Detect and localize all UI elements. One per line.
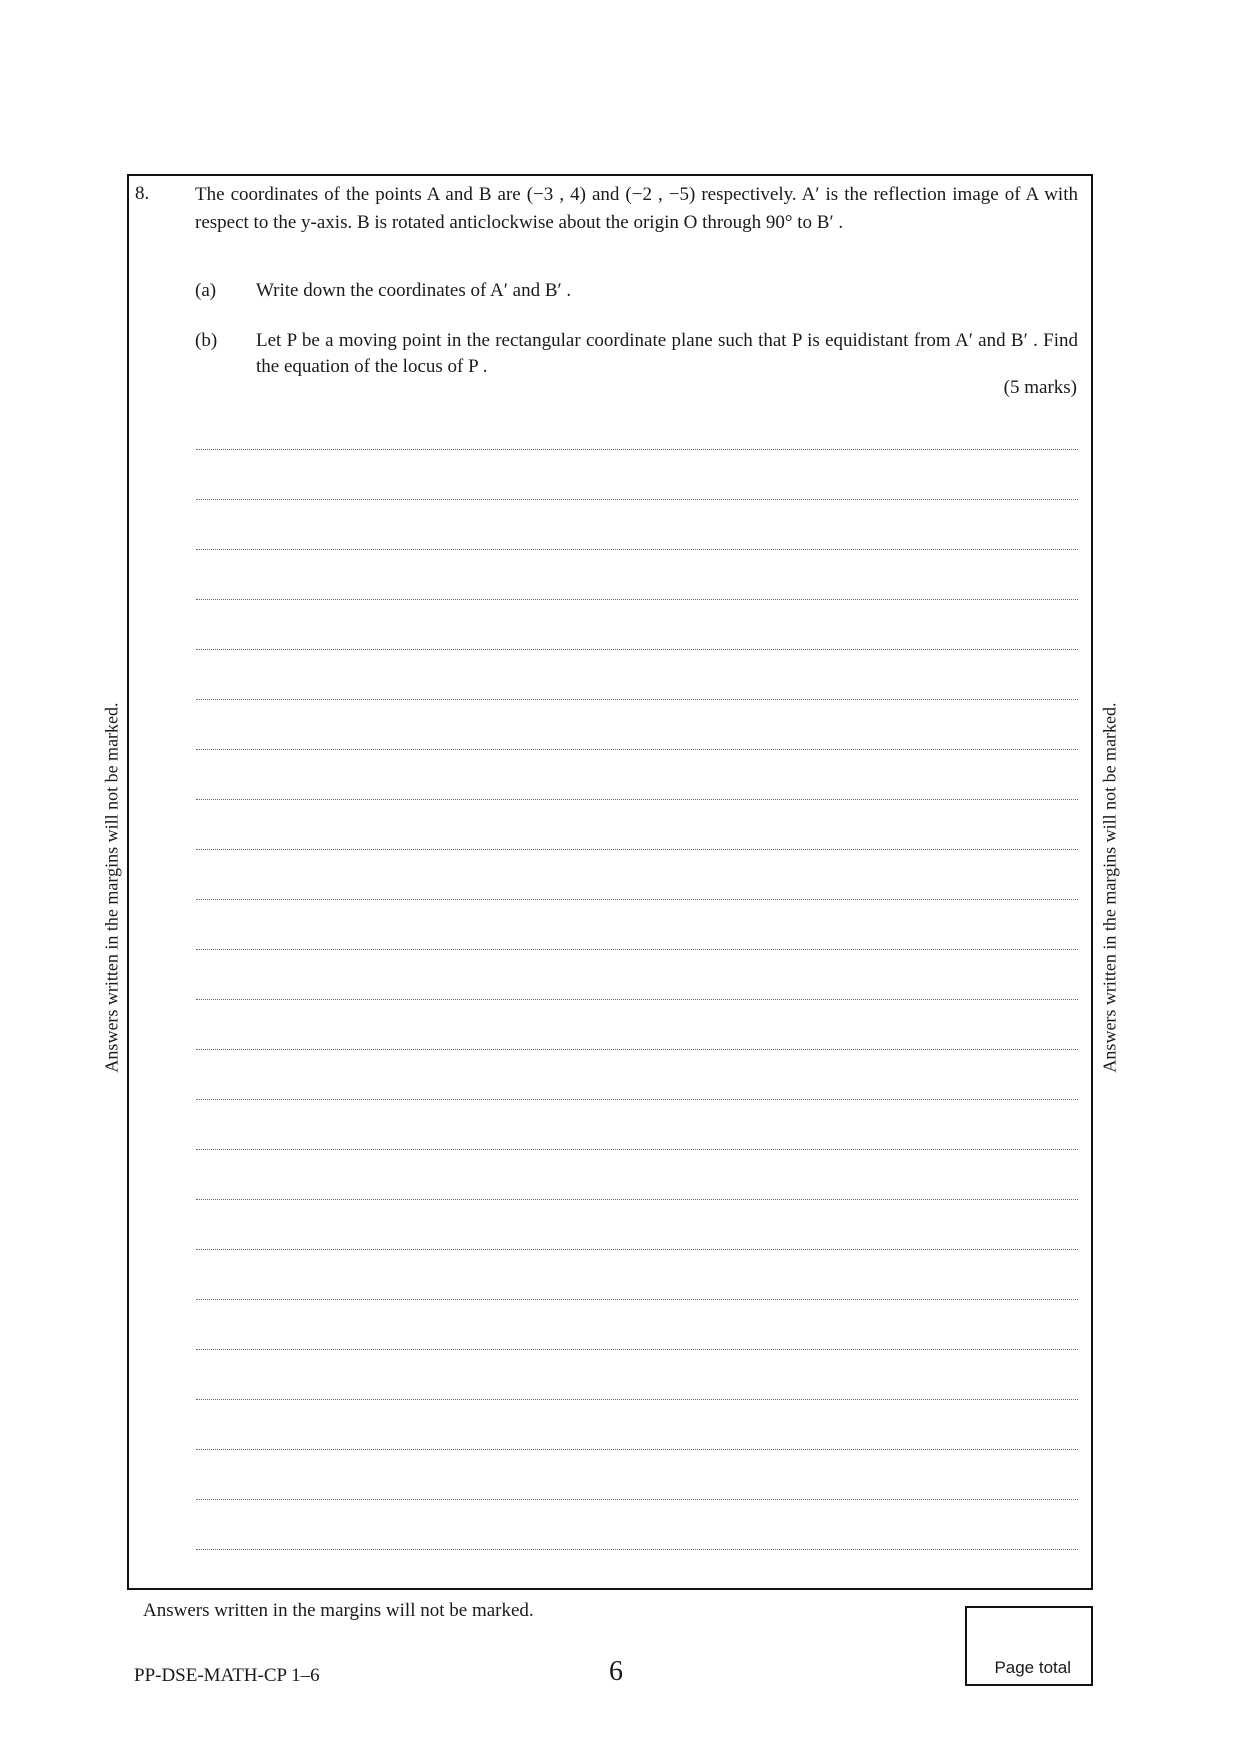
answer-line[interactable] (196, 949, 1078, 950)
answer-line[interactable] (196, 1499, 1078, 1500)
answer-line[interactable] (196, 1199, 1078, 1200)
answer-line[interactable] (196, 1549, 1078, 1550)
answer-line[interactable] (196, 749, 1078, 750)
part-b-label: (b) (195, 330, 218, 351)
answer-line[interactable] (196, 1049, 1078, 1050)
answer-line[interactable] (196, 1449, 1078, 1450)
answer-line[interactable] (196, 1299, 1078, 1300)
answer-line[interactable] (196, 549, 1078, 550)
answer-line[interactable] (196, 499, 1078, 500)
answer-line[interactable] (196, 1249, 1078, 1250)
part-b-text: Let P be a moving point in the rectangular coordinate plane such that P is equidistant from A′ and B′ . Find the equation of the locus of P . (256, 330, 1078, 377)
answer-line[interactable] (196, 699, 1078, 700)
marks-allocation: (5 marks) (1003, 377, 1077, 398)
question-stem: The coordinates of the points A and B are (−3 , 4) and (−2 , −5) respectively. A′ is the reflection image of A with respect to the y-axis. B is rotated anticlockwise about the origin O through 90° to B′ . (195, 184, 1078, 233)
margin-warning-right: Answers written in the margins will not be marked. (1099, 702, 1120, 1073)
answer-line[interactable] (196, 449, 1078, 450)
answer-line[interactable] (196, 999, 1078, 1000)
page-total-box (965, 1606, 1093, 1686)
answer-line[interactable] (196, 899, 1078, 900)
margin-warning-left: Answers written in the margins will not be marked. (101, 702, 122, 1073)
answer-line[interactable] (196, 1349, 1078, 1350)
answer-line[interactable] (196, 649, 1078, 650)
answer-line[interactable] (196, 1399, 1078, 1400)
page-total-label: Page total (994, 1658, 1071, 1677)
page-number: 6 (609, 1656, 623, 1687)
answer-line[interactable] (196, 599, 1078, 600)
answer-line[interactable] (196, 849, 1078, 850)
answer-line[interactable] (196, 1149, 1078, 1150)
paper-code: PP-DSE-MATH-CP 1–6 (134, 1665, 320, 1686)
question-number: 8. (135, 183, 150, 204)
part-a-text: Write down the coordinates of A′ and B′ . (256, 280, 572, 301)
answer-lines (196, 449, 1078, 1599)
answer-line[interactable] (196, 1099, 1078, 1100)
bottom-margin-warning: Answers written in the margins will not be marked. (143, 1600, 534, 1621)
answer-line[interactable] (196, 799, 1078, 800)
part-a-label: (a) (195, 280, 217, 301)
